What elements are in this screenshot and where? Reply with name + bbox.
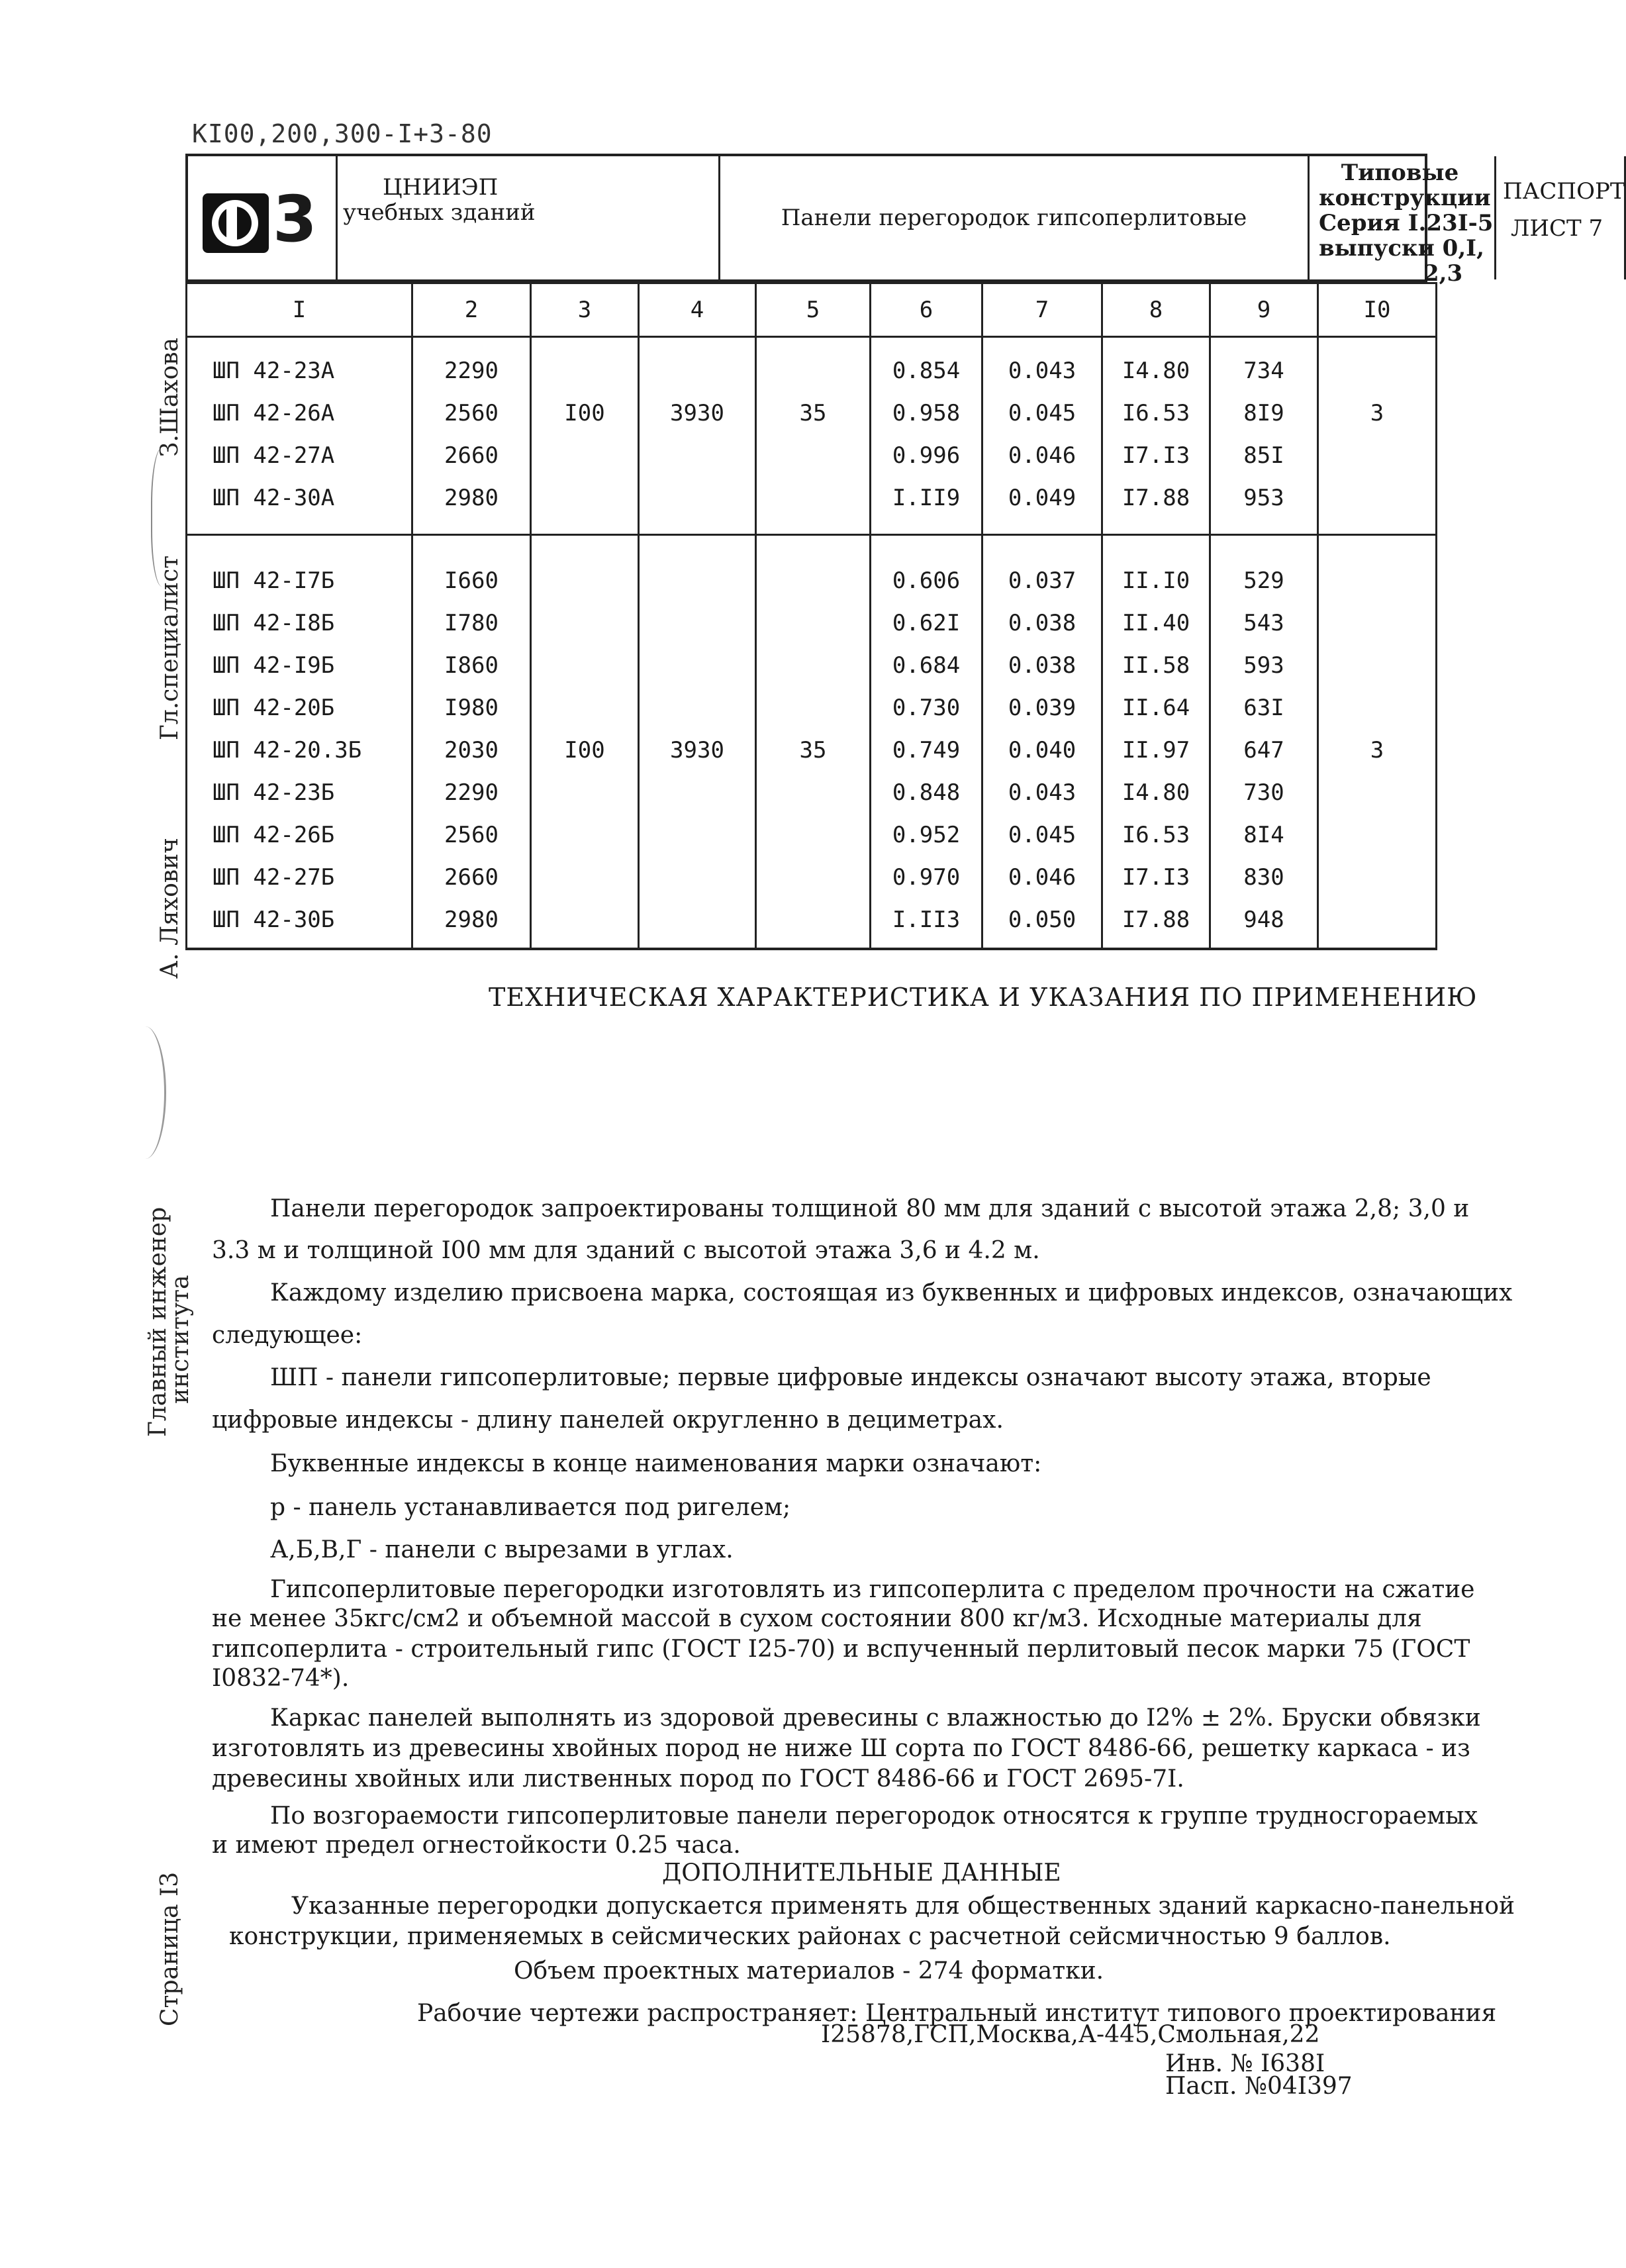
distribution-line: Рабочие чертежи распространяет: Центральный институт типового проектирования — [417, 2000, 1497, 2027]
table-cell: II.40 — [1122, 610, 1190, 636]
table-cell: I780 — [444, 610, 499, 636]
table-cell: 0.038 — [1008, 652, 1076, 679]
paragraph-line: 3.3 м и толщиной I00 мм для зданий с высотой этажа 3,6 и 4.2 м. — [212, 1237, 1040, 1264]
table-cell: I00 — [564, 400, 605, 426]
table-cell: 8I4 — [1243, 822, 1284, 848]
table-cell: I6.53 — [1122, 822, 1190, 848]
passport-label: ПАСПОРТ — [1503, 178, 1625, 205]
table-cell: 3 — [1370, 737, 1384, 764]
group-b-marks — [187, 535, 412, 950]
table-cell: ШП 42-27А — [213, 442, 335, 469]
table-cell: 85I — [1243, 442, 1284, 469]
table-cell: I7.88 — [1122, 907, 1190, 933]
paragraph-line: Каркас панелей выполнять из здоровой древесины с влажностью до I2% ± 2%. Бруски обвязки — [270, 1704, 1481, 1732]
table-cell: I980 — [444, 695, 499, 721]
institute-subtitle: учебных зданий — [343, 199, 536, 226]
passport-number: Пасп. №04I397 — [1165, 2073, 1353, 2100]
table-cell: 2980 — [444, 485, 499, 511]
group-b-col7 — [982, 535, 1102, 950]
table-cell: 953 — [1243, 485, 1284, 511]
table-cell: ШП 42-23Б — [213, 779, 335, 806]
table-cell: 0.040 — [1008, 737, 1076, 764]
distribution-address: I25878,ГСП,Москва,А-445,Смольная,22 — [821, 2021, 1320, 2048]
table-cell: I7.88 — [1122, 485, 1190, 511]
series-line-4: выпуски 0,I, — [1319, 235, 1484, 262]
group-a-col3 — [531, 337, 639, 535]
series-line-2: конструкции — [1319, 185, 1491, 211]
paragraph-line: I0832-74*). — [212, 1665, 350, 1692]
group-b-col3 — [531, 535, 639, 950]
table-cell: ШП 42-20Б — [213, 695, 335, 721]
table-cell: ШП 42-27Б — [213, 864, 335, 891]
specialist-signature-icon — [151, 448, 179, 587]
table-cell: I7.I3 — [1122, 442, 1190, 469]
table-cell: 593 — [1243, 652, 1284, 679]
paragraph-line: Буквенные индексы в конце наименования марки означают: — [270, 1450, 1042, 1477]
table-cell: 0.049 — [1008, 485, 1076, 511]
logo — [188, 156, 338, 279]
group-b-col4 — [639, 535, 756, 950]
table-cell: 0.037 — [1008, 567, 1076, 594]
group-b-col5 — [756, 535, 871, 950]
table-cell: 2660 — [444, 864, 499, 891]
inventory-number: Инв. № I638I — [1165, 2050, 1325, 2077]
series-line-3: Серия I.23I-5 — [1319, 210, 1494, 236]
group-a-col6 — [871, 337, 982, 535]
table-cell: 0.046 — [1008, 442, 1076, 469]
paragraph-line: и имеют предел огнестойкости 0.25 часа. — [212, 1832, 741, 1859]
chief-engineer-label: Главный инженер — [144, 1207, 171, 1437]
institute-label: института — [167, 1275, 194, 1404]
table-cell: ШП 42-30Б — [213, 907, 335, 933]
table-cell: ШП 42-30А — [213, 485, 335, 511]
section-heading: ТЕХНИЧЕСКАЯ ХАРАКТЕРИСТИКА И УКАЗАНИЯ ПО ПРИМЕНЕНИЮ — [489, 983, 1478, 1012]
series-line-1: Типовые — [1341, 160, 1459, 186]
table-cell: 63I — [1243, 695, 1284, 721]
table-cell: 734 — [1243, 358, 1284, 384]
col-header: 4 — [639, 283, 756, 337]
group-b-col8 — [1102, 535, 1210, 950]
paragraph-line: р - панель устанавливается под ригелем; — [270, 1494, 791, 1521]
table-cell: ШП 42-I9Б — [213, 652, 335, 679]
table-cell: 830 — [1243, 864, 1284, 891]
table-cell: 3930 — [670, 400, 724, 426]
document-code: КI00,200,300-I+3-80 — [192, 119, 493, 148]
table-cell: I.II3 — [892, 907, 961, 933]
table-cell: I6.53 — [1122, 400, 1190, 426]
document-title: Панели перегородок гипсоперлитовые — [720, 156, 1310, 279]
institute-cell — [338, 156, 720, 279]
passport-cell — [1496, 156, 1626, 279]
table-cell: 0.996 — [892, 442, 961, 469]
table-cell: 0.038 — [1008, 610, 1076, 636]
col-header: I — [187, 283, 412, 337]
panels-table — [185, 282, 1437, 950]
specialist-name: З.Шахова — [156, 337, 183, 457]
group-b-length — [412, 535, 531, 950]
table-cell: I860 — [444, 652, 499, 679]
table-cell: 3 — [1370, 400, 1384, 426]
table-cell: 35 — [799, 737, 827, 764]
table-cell: 0.970 — [892, 864, 961, 891]
table-cell: ШП 42-26А — [213, 400, 335, 426]
additional-line: Объем проектных материалов - 274 форматки. — [514, 1957, 1104, 1985]
paragraph-line: следующее: — [212, 1322, 363, 1349]
col-header: 7 — [982, 283, 1102, 337]
table-cell: 0.62I — [892, 610, 961, 636]
title-block — [185, 154, 1625, 287]
table-cell: ШП 42-I7Б — [213, 567, 335, 594]
table-cell: ШП 42-23А — [213, 358, 335, 384]
table-header-row — [187, 283, 1437, 337]
table-cell: 543 — [1243, 610, 1284, 636]
table-cell: 3930 — [670, 737, 724, 764]
table-cell: 0.045 — [1008, 400, 1076, 426]
table-cell: 0.848 — [892, 779, 961, 806]
table-cell: I660 — [444, 567, 499, 594]
table-cell: 0.684 — [892, 652, 961, 679]
specialist-label: Гл.специалист — [156, 555, 183, 740]
table-cell: 0.045 — [1008, 822, 1076, 848]
table-cell: I.II9 — [892, 485, 961, 511]
table-group-a — [187, 337, 1437, 535]
series-cell — [1310, 156, 1496, 287]
col-header: 3 — [531, 283, 639, 337]
group-a-col5 — [756, 337, 871, 535]
table-cell: 2560 — [444, 400, 499, 426]
col-header: 5 — [756, 283, 871, 337]
table-cell: ШП 42-26Б — [213, 822, 335, 848]
page-label: Страница I3 — [156, 1871, 183, 2026]
col-header: 6 — [871, 283, 982, 337]
paragraph-line: изготовлять из древесины хвойных пород не ниже Ш сорта по ГОСТ 8486-66, решетку каркаса - из — [212, 1735, 1470, 1762]
sheet-label: ЛИСТ 7 — [1511, 215, 1603, 242]
group-b-col10 — [1318, 535, 1437, 950]
table-cell: 0.958 — [892, 400, 961, 426]
table-cell: 0.952 — [892, 822, 961, 848]
table-cell: 8I9 — [1243, 400, 1284, 426]
group-a-col4 — [639, 337, 756, 535]
institute-name: ЦНИИЭП — [383, 174, 499, 201]
table-cell: 2030 — [444, 737, 499, 764]
table-cell: 0.854 — [892, 358, 961, 384]
table-cell: 529 — [1243, 567, 1284, 594]
table-cell: 0.039 — [1008, 695, 1076, 721]
group-a-length — [412, 337, 531, 535]
group-b-col9 — [1210, 535, 1318, 950]
table-cell: 2560 — [444, 822, 499, 848]
table-cell: 647 — [1243, 737, 1284, 764]
series-line-5: 2,3 — [1423, 260, 1463, 287]
group-a-col10 — [1318, 337, 1437, 535]
paragraph-line: цифровые индексы - длину панелей округленно в дециметрах. — [212, 1406, 1004, 1434]
paragraph-line: ШП - панели гипсоперлитовые; первые цифровые индексы означают высоту этажа, вторые — [270, 1364, 1431, 1391]
table-cell: ШП 42-I8Б — [213, 610, 335, 636]
table-cell: 0.606 — [892, 567, 961, 594]
table-cell: I00 — [564, 737, 605, 764]
paragraph-line: А,Б,В,Г - панели с вырезами в углах. — [270, 1536, 734, 1563]
additional-line: конструкции, применяемых в сейсмических районах с расчетной сейсмичностью 9 баллов. — [229, 1923, 1391, 1950]
table-cell: 0.050 — [1008, 907, 1076, 933]
table-group-b — [187, 535, 1437, 950]
group-b-col6 — [871, 535, 982, 950]
table-cell: 0.749 — [892, 737, 961, 764]
table-cell: I7.I3 — [1122, 864, 1190, 891]
chief-signature-icon — [124, 1026, 166, 1159]
table-cell: 0.046 — [1008, 864, 1076, 891]
additional-heading: ДОПОЛНИТЕЛЬНЫЕ ДАННЫЕ — [662, 1859, 1061, 1887]
group-a-col8 — [1102, 337, 1210, 535]
lyakhovich-label: А. Ляхович — [156, 838, 183, 979]
col-header: 9 — [1210, 283, 1318, 337]
table-cell: 2290 — [444, 779, 499, 806]
paragraph-line: Гипсоперлитовые перегородки изготовлять из гипсоперлита с пределом прочности на сжатие — [270, 1576, 1475, 1603]
table-cell: 2290 — [444, 358, 499, 384]
table-cell: I4.80 — [1122, 779, 1190, 806]
table-cell: 948 — [1243, 907, 1284, 933]
paragraph-line: По возгораемости гипсоперлитовые панели перегородок относятся к группе трудносгораемых — [270, 1802, 1478, 1830]
table-cell: ШП 42-20.3Б — [213, 737, 362, 764]
table-cell: 0.043 — [1008, 358, 1076, 384]
table-cell: 0.043 — [1008, 779, 1076, 806]
table-cell: II.I0 — [1122, 567, 1190, 594]
additional-line: Указанные перегородки допускается применять для общественных зданий каркасно-панельной — [291, 1893, 1515, 1920]
table-cell: II.97 — [1122, 737, 1190, 764]
col-header: I0 — [1318, 283, 1437, 337]
group-a-col9 — [1210, 337, 1318, 535]
logo-mark-icon — [203, 193, 269, 253]
paragraph-line: Каждому изделию присвоена марка, состоящая из буквенных и цифровых индексов, означающих — [270, 1279, 1513, 1307]
paragraph-line: древесины хвойных или лиственных пород по ГОСТ 8486-66 и ГОСТ 2695-7I. — [212, 1765, 1184, 1793]
table-cell: II.58 — [1122, 652, 1190, 679]
col-header: 8 — [1102, 283, 1210, 337]
table-cell: 2980 — [444, 907, 499, 933]
paragraph-line: Панели перегородок запроектированы толщиной 80 мм для зданий с высотой этажа 2,8; 3,0 и — [270, 1195, 1470, 1222]
table-cell: 730 — [1243, 779, 1284, 806]
paragraph-line: не менее 35кгс/см2 и объемной массой в сухом состоянии 800 кг/м3. Исходные материалы для — [212, 1605, 1422, 1632]
table-cell: 35 — [799, 400, 827, 426]
table-cell: I4.80 — [1122, 358, 1190, 384]
table-cell: II.64 — [1122, 695, 1190, 721]
col-header: 2 — [412, 283, 531, 337]
group-a-marks — [187, 337, 412, 535]
group-a-col7 — [982, 337, 1102, 535]
table-cell: 0.730 — [892, 695, 961, 721]
logo-number: 3 — [273, 182, 317, 256]
paragraph-line: гипсоперлита - строительный гипс (ГОСТ I25-70) и вспученный перлитовый песок марки 75 (ГОСТ — [212, 1636, 1470, 1663]
table-cell: 2660 — [444, 442, 499, 469]
